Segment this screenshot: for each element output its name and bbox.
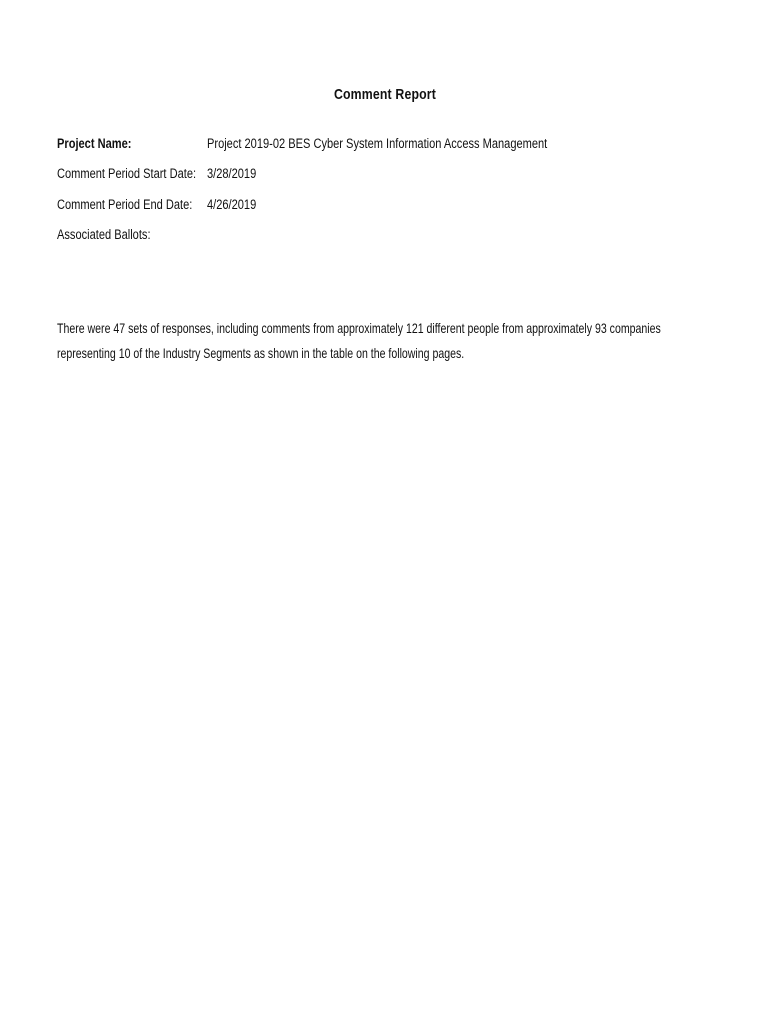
summary-paragraph	[57, 316, 661, 366]
associated-ballots-label: Associated Ballots:	[57, 227, 151, 242]
summary-line: There were 47 sets of responses, including comments from approximately 121 different people from approximately 93 companies	[57, 320, 661, 336]
project-name-row	[57, 136, 737, 154]
end-date-row	[57, 197, 737, 215]
associated-ballots-row	[57, 227, 737, 245]
report-title: Comment Report	[333, 86, 437, 103]
start-date-value: 3/28/2019	[207, 166, 257, 181]
start-date-label: Comment Period Start Date:	[57, 166, 197, 181]
project-name-value: Project 2019-02 BES Cyber System Information Access Management	[207, 136, 548, 151]
project-name-label: Project Name:	[57, 136, 132, 151]
end-date-value: 4/26/2019	[207, 197, 257, 212]
summary-line: representing 10 of the Industry Segments as shown in the table on the following pages.	[57, 345, 465, 361]
end-date-label: Comment Period End Date:	[57, 197, 193, 212]
start-date-row	[57, 166, 737, 184]
